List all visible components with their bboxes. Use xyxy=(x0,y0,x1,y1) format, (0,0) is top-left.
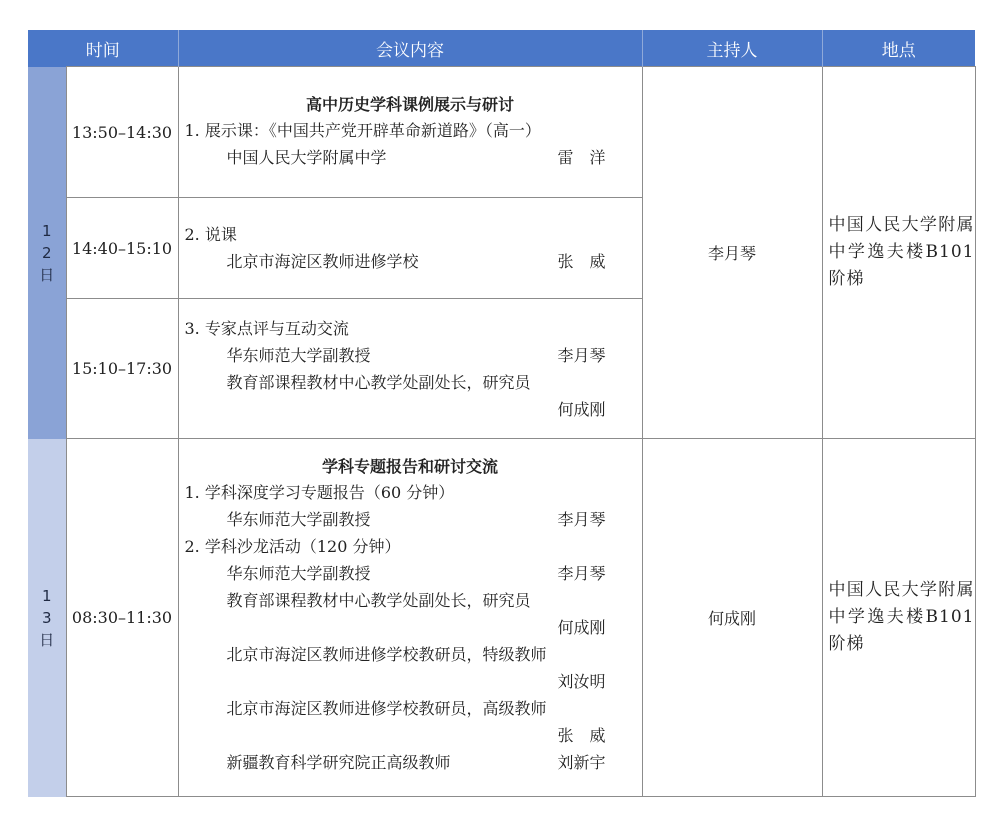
header-content: 会议内容 xyxy=(178,30,642,67)
speaker-name: 张 威 xyxy=(557,252,606,271)
speaker-name: 何成刚 xyxy=(557,618,606,637)
schedule-table xyxy=(28,30,976,797)
speaker-name: 刘新宇 xyxy=(557,753,606,772)
header-row xyxy=(28,30,975,67)
speaker-name: 刘汝明 xyxy=(557,672,606,691)
agenda-item: 3. 专家点评与互动交流 xyxy=(184,319,349,338)
speaker-org: 教育部课程教材中心教学处副处长，研究员 xyxy=(226,591,531,610)
agenda-item: 1. 展示课：《中国共产党开辟革命新道路》（高一） xyxy=(184,121,541,140)
session-time: 08:30–11:30 xyxy=(66,439,178,797)
speaker-org: 中国人民大学附属中学 xyxy=(226,148,387,167)
speaker-line xyxy=(179,248,642,275)
session-title: 高中历史学科课例展示与研讨 xyxy=(305,95,514,114)
speaker-org: 新疆教育科学研究院正高级教师 xyxy=(226,753,451,772)
host-cell: 何成刚 xyxy=(642,439,822,797)
speaker-line xyxy=(179,695,642,722)
session-content xyxy=(178,67,642,198)
speaker-line xyxy=(179,144,642,171)
speaker-line xyxy=(179,749,642,776)
speaker-org: 教育部课程教材中心教学处副处长，研究员 xyxy=(226,373,531,392)
speaker-name: 雷 洋 xyxy=(557,148,606,167)
agenda-item: 2. 学科沙龙活动（120 分钟） xyxy=(184,537,401,556)
session-time: 15:10–17:30 xyxy=(66,299,178,439)
speaker-name: 李月琴 xyxy=(557,510,606,529)
session-title: 学科专题报告和研讨交流 xyxy=(321,457,498,476)
speaker-org: 华东师范大学副教授 xyxy=(226,564,371,583)
table-row xyxy=(28,439,975,797)
speaker-line xyxy=(179,369,642,396)
session-content xyxy=(178,439,642,797)
table-row xyxy=(28,67,975,198)
speaker-org: 北京市海淀区教师进修学校 xyxy=(226,252,419,271)
header-location: 地点 xyxy=(822,30,975,67)
location-cell: 中国人民大学附属中学逸夫楼B101阶梯 xyxy=(822,67,975,439)
header-time: 时间 xyxy=(28,30,178,67)
session-time: 14:40–15:10 xyxy=(66,198,178,299)
day-label-12: 12日 xyxy=(28,67,66,439)
agenda-item: 2. 说课 xyxy=(184,225,237,244)
speaker-org: 北京市海淀区教师进修学校教研员，特级教师 xyxy=(226,645,547,664)
speaker-line xyxy=(179,587,642,614)
speaker-line xyxy=(179,641,642,668)
speaker-line xyxy=(179,668,642,695)
speaker-name: 李月琴 xyxy=(557,564,606,583)
header-host: 主持人 xyxy=(642,30,822,67)
speaker-name: 张 威 xyxy=(557,726,606,745)
session-content xyxy=(178,299,642,439)
speaker-name: 何成刚 xyxy=(557,400,606,419)
speaker-org: 华东师范大学副教授 xyxy=(226,510,371,529)
host-cell: 李月琴 xyxy=(642,67,822,439)
session-content xyxy=(178,198,642,299)
speaker-line xyxy=(179,722,642,749)
location-cell: 中国人民大学附属中学逸夫楼B101阶梯 xyxy=(822,439,975,797)
speaker-line xyxy=(179,396,642,423)
speaker-line xyxy=(179,614,642,641)
day-label-13: 13日 xyxy=(28,439,66,797)
session-time: 13:50–14:30 xyxy=(66,67,178,198)
schedule-table-wrapper xyxy=(28,30,975,798)
agenda-item: 1. 学科深度学习专题报告（60 分钟） xyxy=(184,483,455,502)
speaker-line xyxy=(179,342,642,369)
speaker-org: 华东师范大学副教授 xyxy=(226,346,371,365)
speaker-line xyxy=(179,506,642,533)
speaker-line xyxy=(179,560,642,587)
speaker-name: 李月琴 xyxy=(557,346,606,365)
speaker-org: 北京市海淀区教师进修学校教研员，高级教师 xyxy=(226,699,547,718)
